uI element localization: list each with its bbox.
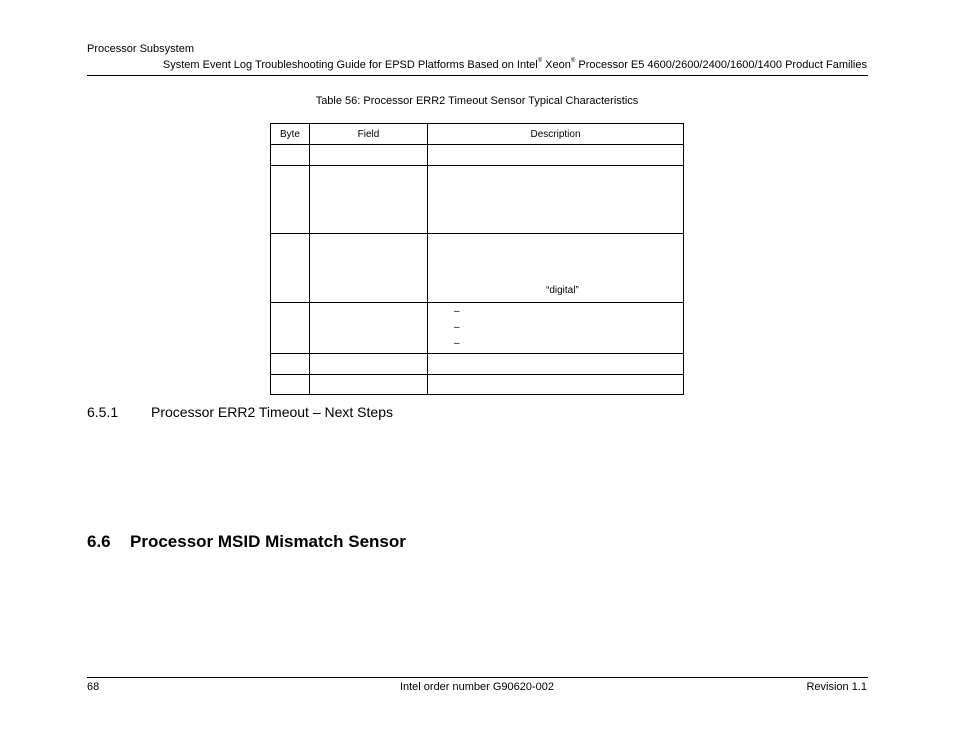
table-row bbox=[271, 354, 684, 375]
list-dash: – bbox=[454, 338, 460, 349]
table-cell bbox=[310, 145, 428, 166]
section-title-6-6: Processor MSID Mismatch Sensor bbox=[130, 532, 406, 551]
table-cell bbox=[271, 375, 310, 395]
header-title-text-1: System Event Log Troubleshooting Guide for EPSD Platforms Based on Intel bbox=[162, 59, 538, 71]
table-row bbox=[271, 166, 684, 234]
section-number-6-5-1: 6.5.1 bbox=[87, 404, 119, 420]
table-cell bbox=[271, 234, 310, 303]
header-field: Field bbox=[310, 124, 428, 145]
table-cell bbox=[271, 303, 310, 354]
page-number: 68 bbox=[87, 681, 100, 693]
table-row bbox=[271, 145, 684, 166]
table-row bbox=[271, 375, 684, 395]
running-header-section: Processor Subsystem bbox=[87, 43, 194, 55]
registered-mark: ® bbox=[537, 58, 543, 64]
characteristics-table bbox=[270, 123, 684, 395]
section-title-6-5-1: Processor ERR2 Timeout – Next Steps bbox=[151, 404, 393, 420]
section-number-6-6: 6.6 bbox=[87, 532, 111, 551]
table-cell bbox=[271, 166, 310, 234]
list-dash: – bbox=[454, 306, 460, 317]
table-cell bbox=[310, 234, 428, 303]
digital-note: “digital” bbox=[546, 285, 579, 296]
footer-rule bbox=[87, 677, 868, 678]
table-cell bbox=[428, 303, 684, 354]
table-cell bbox=[428, 166, 684, 234]
table-cell bbox=[310, 354, 428, 375]
table-cell bbox=[428, 354, 684, 375]
table-cell bbox=[310, 166, 428, 234]
header-byte: Byte bbox=[271, 124, 310, 145]
running-header-title bbox=[163, 59, 867, 71]
table-cell bbox=[271, 354, 310, 375]
table-cell bbox=[428, 234, 684, 303]
header-title-text-3: Processor E5 4600/2600/2400/1600/1400 Product Families bbox=[575, 59, 867, 71]
header-title-text-2: Xeon bbox=[542, 59, 571, 71]
table-cell bbox=[310, 375, 428, 395]
header-description: Description bbox=[428, 124, 684, 145]
list-dash: – bbox=[454, 322, 460, 333]
table-caption: Table 56: Processor ERR2 Timeout Sensor Typical Characteristics bbox=[315, 95, 639, 107]
table-cell bbox=[310, 303, 428, 354]
revision: Revision 1.1 bbox=[806, 681, 867, 693]
table-cell bbox=[428, 375, 684, 395]
table-cell bbox=[271, 145, 310, 166]
header-rule bbox=[87, 75, 868, 76]
table-row bbox=[271, 303, 684, 354]
table-header-row bbox=[271, 124, 684, 145]
order-number: Intel order number G90620-002 bbox=[399, 681, 555, 693]
registered-mark: ® bbox=[570, 58, 576, 64]
table-cell bbox=[428, 145, 684, 166]
table-row bbox=[271, 234, 684, 303]
